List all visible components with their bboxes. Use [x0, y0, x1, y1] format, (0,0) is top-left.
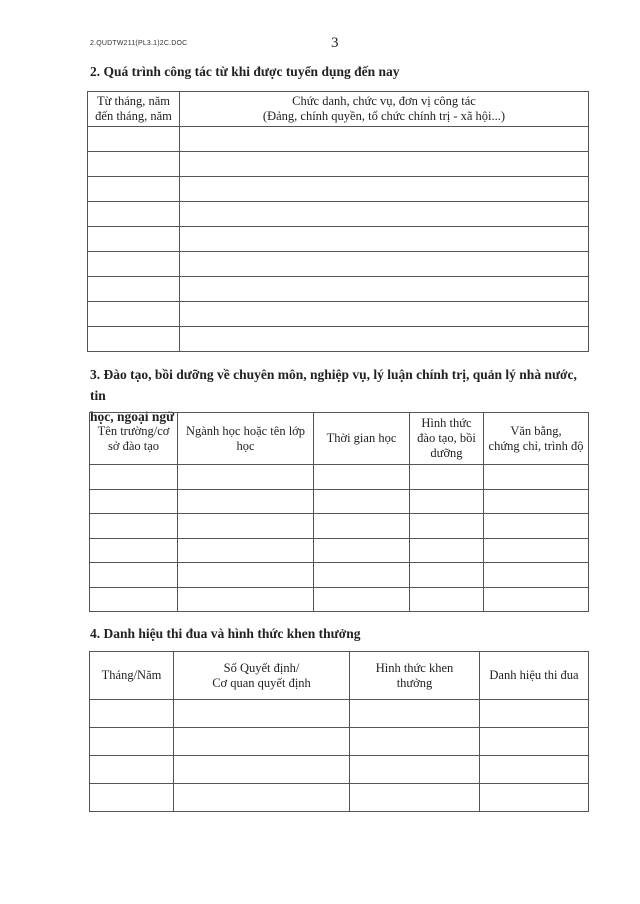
table-row	[90, 563, 589, 588]
table-cell[interactable]	[88, 277, 180, 302]
table-cell[interactable]	[480, 756, 589, 784]
header-decision-number: Số Quyết định/ Cơ quan quyết định	[174, 652, 350, 700]
table-cell[interactable]	[314, 538, 410, 563]
section-4-title: 4. Danh hiệu thi đua và hình thức khen thưởng	[90, 626, 361, 641]
table-cell[interactable]	[410, 465, 484, 490]
table-row	[88, 252, 589, 277]
table-cell[interactable]	[88, 252, 180, 277]
table-cell[interactable]	[314, 514, 410, 539]
table-cell[interactable]	[174, 700, 350, 728]
table-row	[88, 227, 589, 252]
table-cell[interactable]	[90, 756, 174, 784]
table-cell[interactable]	[314, 489, 410, 514]
table-cell[interactable]	[178, 563, 314, 588]
table-cell[interactable]	[88, 127, 180, 152]
table-cell[interactable]	[174, 756, 350, 784]
header-study-time: Thời gian học	[314, 413, 410, 465]
table-cell[interactable]	[180, 327, 589, 352]
table-cell[interactable]	[484, 563, 589, 588]
table-row	[88, 277, 589, 302]
table-cell[interactable]	[180, 277, 589, 302]
table-cell[interactable]	[90, 514, 178, 539]
header-from-to-date: Từ tháng, năm đến tháng, năm	[88, 92, 180, 127]
table-row	[88, 302, 589, 327]
table-cell[interactable]	[350, 700, 480, 728]
table-cell[interactable]	[410, 514, 484, 539]
document-code: 2.QUDTW211(PL3.1)2C.DOC	[90, 40, 188, 47]
table-row	[90, 756, 589, 784]
table-cell[interactable]	[484, 489, 589, 514]
table-cell[interactable]	[178, 465, 314, 490]
table-row	[90, 538, 589, 563]
table-cell[interactable]	[480, 784, 589, 812]
table-cell[interactable]	[410, 538, 484, 563]
table-cell[interactable]	[314, 465, 410, 490]
section-3-title: 3. Đào tạo, bồi dưỡng về chuyên môn, nghiệp vụ, lý luận chính trị, quản lý nhà nước, tin học, ngoại ngữ	[90, 367, 577, 424]
table-cell[interactable]	[174, 728, 350, 756]
header-position-unit: Chức danh, chức vụ, đơn vị công tác (Đảng, chính quyền, tổ chức chính trị - xã hội...)	[180, 92, 589, 127]
table-cell[interactable]	[178, 538, 314, 563]
table-cell[interactable]	[480, 728, 589, 756]
table-row	[88, 202, 589, 227]
table-cell[interactable]	[88, 177, 180, 202]
table-row	[88, 152, 589, 177]
table-cell[interactable]	[480, 700, 589, 728]
table-row	[88, 127, 589, 152]
table-row	[90, 587, 589, 612]
training-table	[89, 412, 589, 612]
table-cell[interactable]	[484, 538, 589, 563]
table-cell[interactable]	[180, 152, 589, 177]
header-training-form: Hình thức đào tạo, bồi dưỡng	[410, 413, 484, 465]
table-row	[90, 465, 589, 490]
table-cell[interactable]	[314, 563, 410, 588]
table-row	[90, 728, 589, 756]
table-cell[interactable]	[484, 587, 589, 612]
table-cell[interactable]	[90, 465, 178, 490]
header-major: Ngành học hoặc tên lớp học	[178, 413, 314, 465]
table-cell[interactable]	[410, 563, 484, 588]
table-row	[90, 489, 589, 514]
table-cell[interactable]	[484, 465, 589, 490]
awards-table	[89, 651, 589, 812]
table-cell[interactable]	[180, 252, 589, 277]
page-number: 3	[331, 35, 339, 51]
table-row	[90, 784, 589, 812]
header-emulation-title: Danh hiệu thi đua	[480, 652, 589, 700]
table-cell[interactable]	[180, 302, 589, 327]
table-cell[interactable]	[410, 489, 484, 514]
header-reward-form: Hình thức khen thưởng	[350, 652, 480, 700]
table-cell[interactable]	[88, 302, 180, 327]
table-cell[interactable]	[410, 587, 484, 612]
table-cell[interactable]	[90, 489, 178, 514]
table-cell[interactable]	[180, 202, 589, 227]
table-cell[interactable]	[90, 538, 178, 563]
table-cell[interactable]	[178, 587, 314, 612]
header-school: Tên trường/cơ sở đào tạo	[90, 413, 178, 465]
table-cell[interactable]	[90, 728, 174, 756]
table-cell[interactable]	[90, 700, 174, 728]
table-cell[interactable]	[90, 784, 174, 812]
table-cell[interactable]	[180, 227, 589, 252]
table-row	[90, 700, 589, 728]
table-cell[interactable]	[180, 127, 589, 152]
table-cell[interactable]	[178, 514, 314, 539]
table-row	[88, 327, 589, 352]
table-row	[90, 514, 589, 539]
table-header-row	[90, 652, 589, 700]
table-row	[88, 177, 589, 202]
table-cell[interactable]	[90, 563, 178, 588]
table-cell[interactable]	[90, 587, 178, 612]
table-cell[interactable]	[350, 784, 480, 812]
table-cell[interactable]	[180, 177, 589, 202]
table-cell[interactable]	[178, 489, 314, 514]
table-cell[interactable]	[174, 784, 350, 812]
header-month-year: Tháng/Năm	[90, 652, 174, 700]
table-cell[interactable]	[350, 728, 480, 756]
table-cell[interactable]	[484, 514, 589, 539]
table-header-row	[90, 413, 589, 465]
section-2-title: 2. Quá trình công tác từ khi được tuyển dụng đến nay	[90, 64, 400, 79]
table-cell[interactable]	[88, 202, 180, 227]
table-cell[interactable]	[350, 756, 480, 784]
table-cell[interactable]	[88, 227, 180, 252]
work-history-table	[87, 91, 589, 352]
table-cell[interactable]	[314, 587, 410, 612]
table-header-row	[88, 92, 589, 127]
table-cell[interactable]	[88, 152, 180, 177]
table-cell[interactable]	[88, 327, 180, 352]
header-degree: Văn bằng, chứng chỉ, trình độ	[484, 413, 589, 465]
